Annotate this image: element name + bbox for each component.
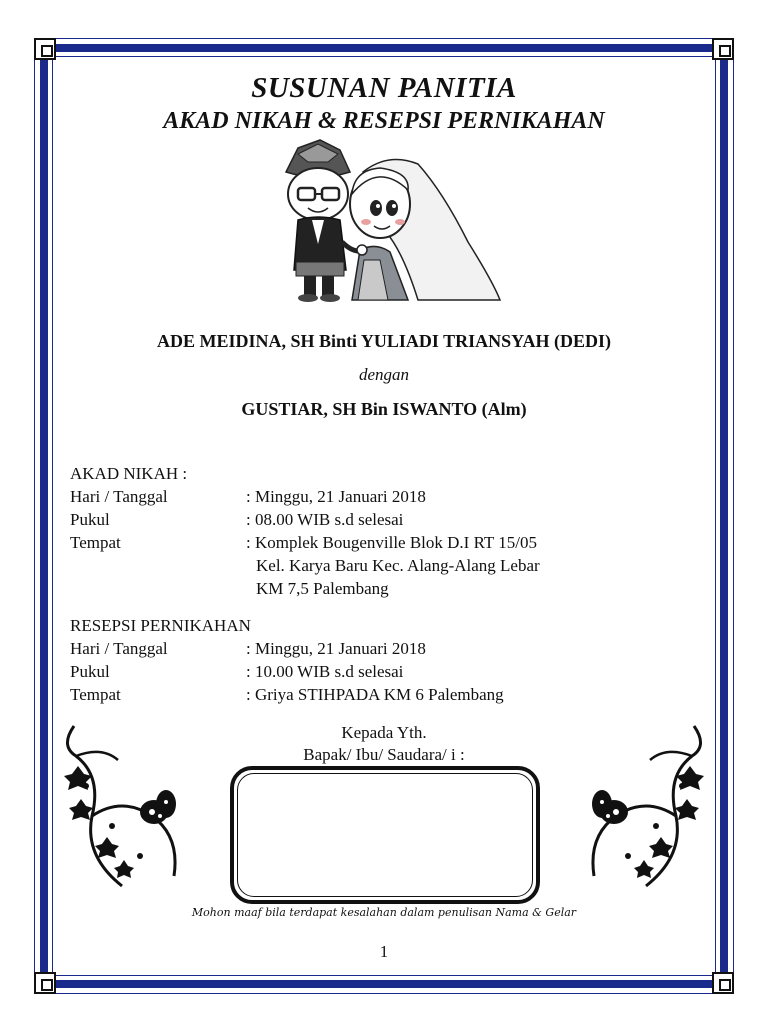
page-number: 1 [379,942,389,961]
couple-illustration [268,132,504,304]
corner-ornament-top-right [712,38,734,60]
groom-name: GUSTIAR, SH Bin ISWANTO (Alm) [241,399,527,419]
floral-ornament-left [62,716,202,896]
resepsi-row-date: Hari / Tanggal : Minggu, 21 Januari 2018 [70,639,426,658]
floral-ornament-right [566,716,706,896]
akad-section [70,462,540,600]
resepsi-heading: RESEPSI PERNIKAHAN [70,616,251,635]
resepsi-row-time: Pukul : 10.00 WIB s.d selesai [70,662,404,681]
connector-text: dengan [358,365,410,384]
akad-row-place-line3: KM 7,5 Palembang [256,579,389,598]
apology-note: Mohon maaf bila terdapat kesalahan dalam penulisan Nama & Gelar [191,906,577,919]
document-subtitle: AKAD NIKAH & RESEPSI PERNIKAHAN [163,108,605,134]
akad-heading: AKAD NIKAH : [70,464,188,483]
document-title: SUSUNAN PANITIA [251,72,517,104]
corner-ornament-top-left [34,38,56,60]
recipient-name-box [230,766,540,904]
akad-row-date: Hari / Tanggal : Minggu, 21 Januari 2018 [70,487,426,506]
akad-row-place-line2: Kel. Karya Baru Kec. Alang-Alang Lebar [256,556,540,575]
resepsi-row-place: Tempat : Griya STIHPADA KM 6 Palembang [70,685,504,704]
corner-ornament-bottom-right [712,972,734,994]
akad-row-place: Tempat : Komplek Bougenville Blok D.I RT 15/05 [70,533,537,552]
akad-row-time: Pukul : 08.00 WIB s.d selesai [70,510,404,529]
address-line-2: Bapak/ Ibu/ Saudara/ i : [303,745,465,764]
bride-name: ADE MEIDINA, SH Binti YULIADI TRIANSYAH (DEDI) [157,331,611,351]
resepsi-section [70,614,504,706]
address-line-1: Kepada Yth. [341,723,427,742]
corner-ornament-bottom-left [34,972,56,994]
